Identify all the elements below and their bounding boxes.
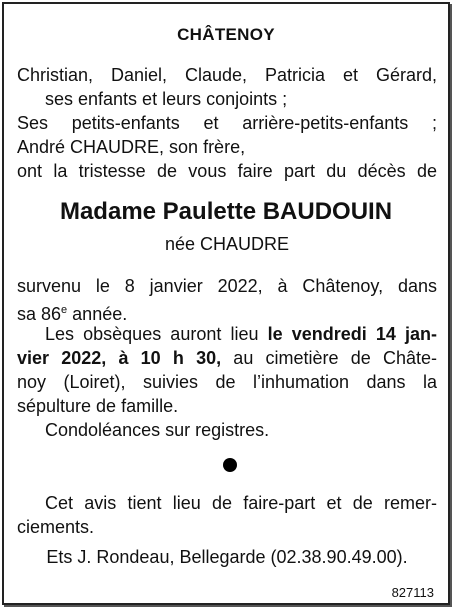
- funeral-text: Les obsèques auront lieu: [45, 324, 268, 344]
- funeral-date-part-2: vier 2022, à 10 h 30,: [17, 348, 222, 368]
- closing-line-2: ciements.: [17, 517, 95, 537]
- death-details-line-1: survenu le 8 janvier 2022, à Châtenoy, dans: [17, 276, 437, 296]
- family-line-children: Christian, Daniel, Claude, Patricia et Gérard,: [17, 65, 437, 85]
- announcement-line: ont la tristesse de vous faire part du décès de: [17, 161, 437, 181]
- town-title: CHÂTENOY: [177, 25, 275, 44]
- funeral-line-3: noy (Loiret), suivies de l’inhumation dans la: [17, 372, 437, 392]
- family-line-brother: André CHAUDRE, son frère,: [17, 137, 246, 157]
- family-line-grandchildren: Ses petits-enfants et arrière-petits-enfants ;: [17, 113, 437, 133]
- age-suffix: année.: [67, 304, 128, 324]
- maiden-name: née CHAUDRE: [164, 234, 290, 254]
- funeral-line-4: sépulture de famille.: [17, 396, 179, 416]
- age-superscript: e: [61, 304, 68, 316]
- death-details-line-2: [17, 299, 437, 325]
- funeral-date-part-1: le vendredi 14 jan-: [267, 324, 438, 344]
- condolences-line: Condoléances sur registres.: [45, 420, 270, 440]
- funeral-home: Ets J. Rondeau, Bellegarde (02.38.90.49.00).: [46, 547, 408, 567]
- separator-dot: [223, 458, 237, 472]
- funeral-line-1: [17, 323, 437, 345]
- obituary-notice: [2, 2, 450, 605]
- deceased-name: Madame Paulette BAUDOUIN: [59, 198, 393, 225]
- closing-line-1: Cet avis tient lieu de faire-part et de remer-: [45, 493, 437, 513]
- age-prefix: sa 86: [17, 304, 62, 324]
- reference-number: 827113: [391, 585, 434, 600]
- cemetery-text: au cimetière de Châte-: [221, 348, 437, 368]
- family-line-spouses: ses enfants et leurs conjoints ;: [45, 89, 288, 109]
- funeral-line-2: [17, 347, 437, 369]
